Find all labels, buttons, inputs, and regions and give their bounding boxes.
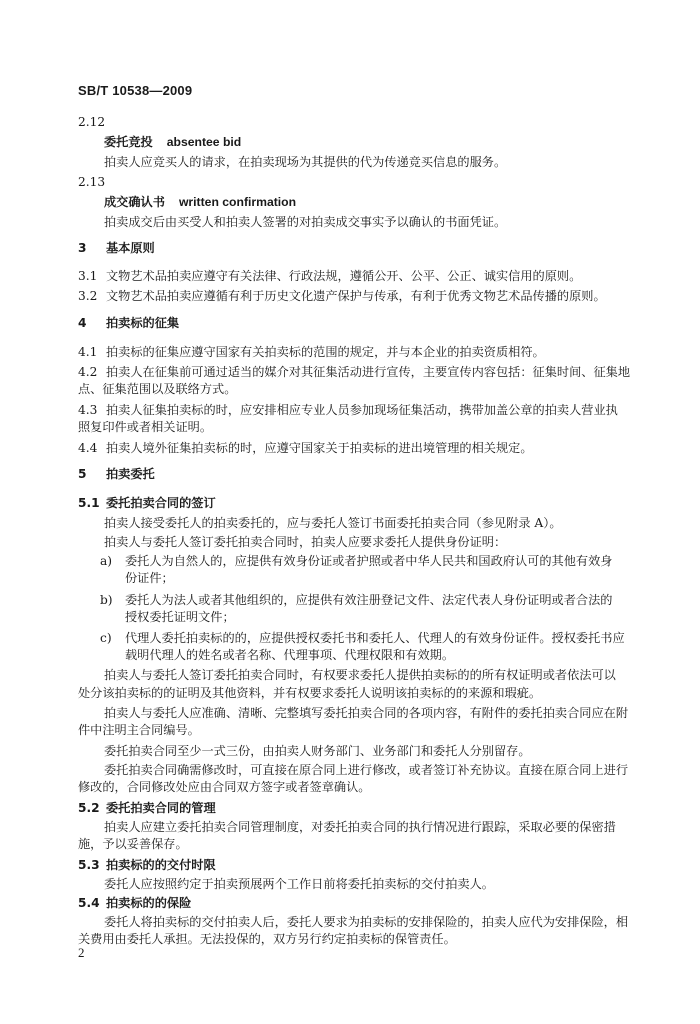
list-item-c-line1: c) 代理人委托拍卖标的的，应提供授权委托书和委托人、代理人的有效身份证件。授权委托书应: [100, 631, 625, 645]
clause-5-4-line2: 关费用由委托人承担。无法投保的，双方另行约定拍卖标的保管责任。: [78, 932, 456, 946]
clause-2-12-number: 2.12: [78, 115, 106, 129]
clause-5-1-para1: 拍卖人接受委托人的拍卖委托的，应与委托人签订书面委托拍卖合同（参见附录 A）。: [104, 516, 562, 530]
list-item-b-line1: b) 委托人为法人或者其他组织的，应提供有效注册登记文件、法定代表人身份证明或者合法的: [100, 593, 613, 607]
clause-2-12-definition: 拍卖人应竞买人的请求，在拍卖现场为其提供的代为传递竞买信息的服务。: [104, 155, 507, 169]
clause-4-2-line2: 点、征集范围以及联络方式。: [78, 382, 237, 396]
list-item-c-line2: 载明代理人的姓名或者名称、代理事项、代理权限和有效期。: [125, 648, 455, 662]
term-cn: 成交确认书: [104, 195, 165, 209]
clause-5-1-para6-line2: 修改的，合同修改处应由合同双方签字或者签章确认。: [78, 780, 371, 794]
clause-5-1-para6-line1: 委托拍卖合同确需修改时，可直接在原合同上进行修改，或者签订补充协议。直接在原合同上进行: [104, 763, 629, 777]
clause-4-4: 4.4 拍卖人境外征集拍卖标的时，应遵守国家关于拍卖标的进出境管理的相关规定。: [78, 441, 533, 455]
clause-2-13-term: [104, 194, 664, 210]
list-item-a-line2: 份证件；: [125, 571, 174, 585]
clause-3-2: 3.2 文物艺术品拍卖应遵循有利于历史文化遗产保护与传承，有利于优秀文物艺术品传播的原则。: [78, 289, 606, 303]
standard-number-header: SB/T 10538—2009: [78, 83, 193, 98]
clause-5-2-heading: 5.2 委托拍卖合同的管理: [78, 801, 216, 815]
section-5-heading: 5 拍卖委托: [78, 467, 155, 481]
clause-5-4-heading: 5.4 拍卖标的的保险: [78, 896, 192, 910]
clause-5-3-heading: 5.3 拍卖标的的交付时限: [78, 858, 216, 872]
term-en: absentee bid: [166, 135, 242, 149]
clause-5-1-para4-line1: 拍卖人与委托人应准确、清晰、完整填写委托拍卖合同的各项内容，有附件的委托拍卖合同应在附: [104, 706, 629, 720]
clause-2-12-term: [104, 134, 664, 150]
page-number: 2: [78, 945, 85, 960]
term-cn: 委托竞投: [104, 135, 153, 149]
clause-5-1-para3-line2: 处分该拍卖标的的证明及其他资料，并有权要求委托人说明该拍卖标的的来源和瑕疵。: [78, 686, 542, 700]
clause-4-3-line2: 照复印件或者相关证明。: [78, 420, 213, 434]
clause-5-1-para5: 委托拍卖合同至少一式三份，由拍卖人财务部门、业务部门和委托人分别留存。: [104, 744, 531, 758]
clause-5-2-line1: 拍卖人应建立委托拍卖合同管理制度，对委托拍卖合同的执行情况进行跟踪，采取必要的保密措: [104, 820, 616, 834]
clause-5-1-heading: 5.1 委托拍卖合同的签订: [78, 496, 216, 510]
clause-4-3-line1: 4.3 拍卖人征集拍卖标的时，应安排相应专业人员参加现场征集活动，携带加盖公章的拍卖人营业执: [78, 403, 618, 417]
clause-2-13-number: 2.13: [78, 175, 106, 189]
clause-2-13-definition: 拍卖成交后由买受人和拍卖人签署的对拍卖成交事实予以确认的书面凭证。: [104, 215, 507, 229]
clause-3-1: 3.1 文物艺术品拍卖应遵守有关法律、行政法规，遵循公开、公平、公正、诚实信用的原则。: [78, 269, 582, 283]
clause-5-3-text: 委托人应按照约定于拍卖预展两个工作日前将委托拍卖标的交付拍卖人。: [104, 877, 494, 891]
section-3-heading: 3 基本原则: [78, 241, 155, 255]
clause-5-1-para3-line1: 拍卖人与委托人签订委托拍卖合同时，有权要求委托人提供拍卖标的的所有权证明或者依法可以: [104, 668, 616, 682]
section-4-heading: 4 拍卖标的征集: [78, 316, 180, 330]
clause-5-1-para2: 拍卖人与委托人签订委托拍卖合同时，拍卖人应要求委托人提供身份证明：: [104, 535, 507, 549]
clause-5-2-line2: 施，予以妥善保存。: [78, 837, 188, 851]
clause-4-1: 4.1 拍卖标的征集应遵守国家有关拍卖标的范围的规定，并与本企业的拍卖资质相符。: [78, 345, 545, 359]
list-item-b-line2: 授权委托证明文件；: [125, 610, 235, 624]
clause-4-2-line1: 4.2 拍卖人在征集前可通过适当的媒介对其征集活动进行宣传，主要宣传内容包括：征集时间、征集地: [78, 365, 631, 379]
clause-5-4-line1: 委托人将拍卖标的交付拍卖人后，委托人要求为拍卖标的安排保险的，拍卖人应代为安排保险，相: [104, 915, 629, 929]
list-item-a-line1: a) 委托人为自然人的，应提供有效身份证或者护照或者中华人民共和国政府认可的其他有效身: [100, 554, 613, 568]
clause-5-1-para4-line2: 件中注明主合同编号。: [78, 723, 200, 737]
term-en: written confirmation: [178, 195, 297, 209]
